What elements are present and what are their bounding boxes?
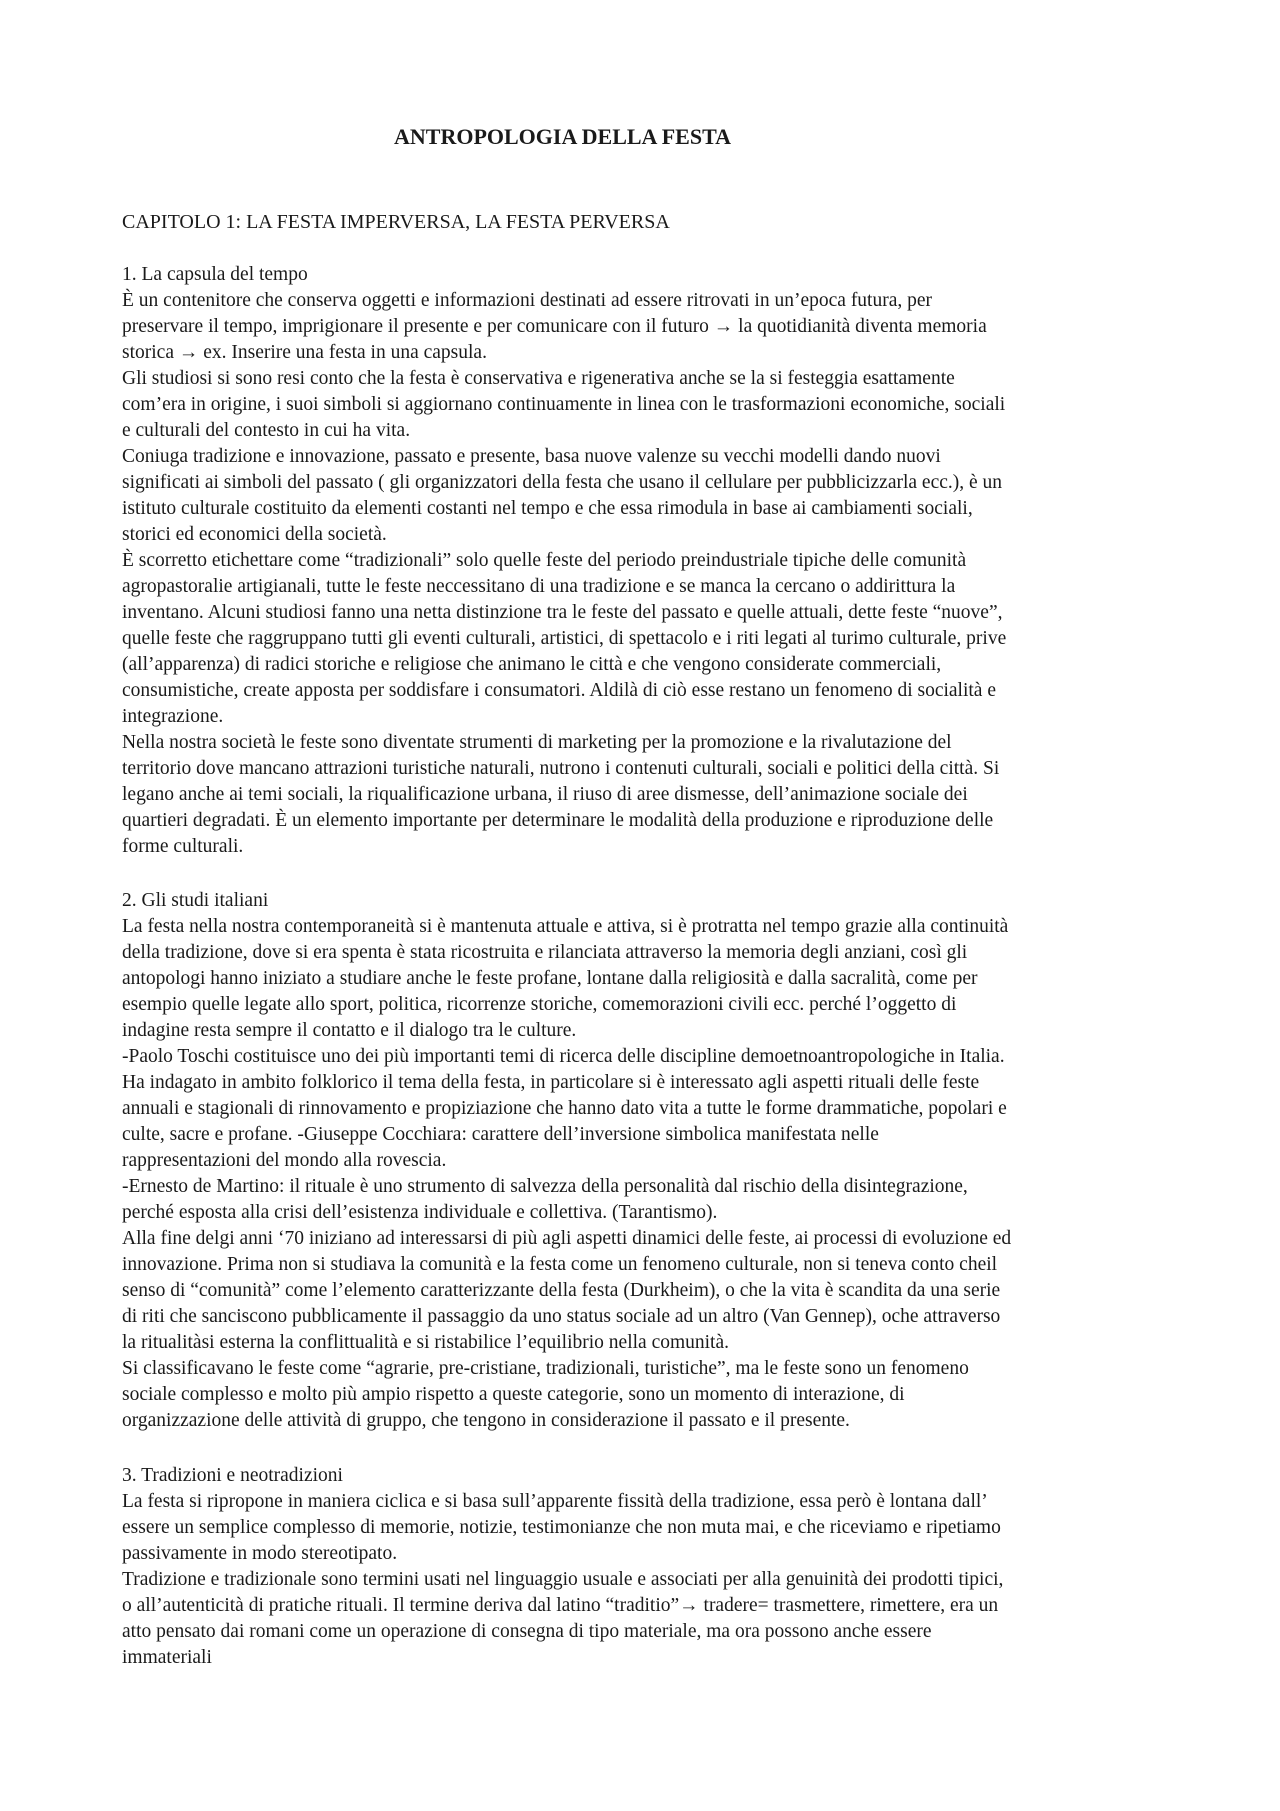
text-line: immateriali [122,1647,212,1668]
text-line: (all’apparenza) di radici storiche e religiose che animano le città e che vengono considerate commerciali, [122,654,942,675]
paragraph [122,914,1170,1044]
text-line: significati ai simboli del passato ( gli organizzatori della festa che usano il cellulare per pubblicizzarla ecc.), è un [122,472,1003,493]
text-line: e culturali del contesto in cui ha vita. [122,420,411,441]
text-line: legano anche ai temi sociali, la riqualificazione urbana, il riuso di aree dismesse, dell’animazione sociale dei [122,784,968,805]
paragraph [122,1489,1170,1567]
text-line: Nella nostra società le feste sono diventate strumenti di marketing per la promozione e la rivalutazione del [122,732,952,753]
section-capsula-del-tempo [122,262,1170,860]
text-line: passivamente in modo stereotipato. [122,1543,398,1564]
text-line: esempio quelle legate allo sport, politica, ricorrenze storiche, comemorazioni civili ecc. perché l’oggetto di [122,994,957,1015]
text-line: organizzazione delle attività di gruppo, che tengono in considerazione il passato e il presente. [122,1410,850,1431]
text-line: territorio dove mancano attrazioni turistiche naturali, nutrono i contenuti culturali, sociali e politici della città. Si [122,758,1000,779]
paragraph [122,288,1170,366]
text-line: La festa si ripropone in maniera ciclica e si basa sull’apparente fissità della tradizione, essa però è lontana dall’ [122,1491,988,1512]
text-line: la ritualitàsi esterna la conflittualità e si ristabilice l’equilibrio nella comunità. [122,1332,730,1353]
text-line: quelle feste che raggruppano tutti gli eventi culturali, artistici, di spettacolo e i riti legati al turimo culturale, prive [122,628,1007,649]
text-line: di riti che sanciscono pubblicamente il passaggio da uno status sociale ad un altro (Van Gennep), oche attraverso [122,1306,1001,1327]
text-line: senso di “comunità” come l’elemento caratterizzante della festa (Durkheim), o che la vita è scandita da una serie [122,1280,1001,1301]
section-studi-italiani [122,888,1170,1434]
text-line: perché esposta alla crisi dell’esistenza individuale e collettiva. (Tarantismo). [122,1202,718,1223]
text-line: culte, sacre e profane. -Giuseppe Cocchiara: carattere dell’inversione simbolica manifestata nelle [122,1124,879,1145]
text-line: La festa nella nostra contemporaneità si è mantenuta attuale e attiva, si è protratta nel tempo grazie alla continuità [122,916,1009,937]
text-line: consumistiche, create apposta per soddisfare i consumatori. Aldilà di ciò esse restano un fenomeno di socialità e [122,680,996,701]
paragraph [122,548,1170,730]
text-line: inventano. Alcuni studiosi fanno una netta distinzione tra le feste del passato e quelle attuali, dette feste “nuove”, [122,602,1003,623]
text-line: agropastoralie artigianali, tutte le feste neccessitano di una tradizione e se manca la cercano o addirittura la [122,576,956,597]
text-line: o all’autenticità di pratiche rituali. Il termine deriva dal latino “traditio”→ tradere= trasmettere, rimettere, era un [122,1595,999,1616]
text-line: Gli studiosi si sono resi conto che la festa è conservativa e rigenerativa anche se la si festeggia esattamente [122,368,955,389]
section-heading: 1. La capsula del tempo [122,264,308,285]
text-line: Tradizione e tradizionale sono termini usati nel linguaggio usuale e associati per alla genuinità dei prodotti tipici, [122,1569,1004,1590]
section-tradizioni-neotradizioni [122,1463,1170,1671]
text-line: indagine resta sempre il contatto e il dialogo tra le culture. [122,1020,577,1041]
text-line: rappresentazioni del mondo alla rovescia. [122,1150,447,1171]
text-line: com’era in origine, i suoi simboli si aggiornano continuamente in linea con le trasformazioni economiche, sociali [122,394,1006,415]
chapter-heading: CAPITOLO 1: LA FESTA IMPERVERSA, LA FESTA PERVERSA [122,211,670,233]
paragraph [122,1567,1170,1671]
document-title: ANTROPOLOGIA DELLA FESTA [394,124,731,149]
paragraph [122,730,1170,860]
text-line: antopologi hanno iniziato a studiare anche le feste profane, lontane dalla religiosità e dalla sacralità, come per [122,968,978,989]
text-line: -Paolo Toschi costituisce uno dei più importanti temi di ricerca delle discipline demoetnoantropologiche in Italia. [122,1046,1005,1067]
text-line: Ha indagato in ambito folklorico il tema della festa, in particolare si è interessato agli aspetti rituali delle feste [122,1072,980,1093]
paragraph [122,1226,1170,1356]
section-heading: 3. Tradizioni e neotradizioni [122,1465,343,1486]
text-line: storici ed economici della società. [122,524,387,545]
paragraph [122,1174,1170,1226]
paragraph [122,444,1170,548]
text-line: innovazione. Prima non si studiava la comunità e la festa come un fenomeno culturale, non si teneva conto cheil [122,1254,998,1275]
text-line: integrazione. [122,706,224,727]
text-line: atto pensato dai romani come un operazione di consegna di tipo materiale, ma ora possono anche essere [122,1621,932,1642]
text-line: preservare il tempo, imprigionare il presente e per comunicare con il futuro → la quotidianità diventa memoria [122,316,987,337]
text-line: storica → ex. Inserire una festa in una capsula. [122,342,487,363]
text-line: Alla fine delgi anni ‘70 iniziano ad interessarsi di più agli aspetti dinamici delle feste, ai processi di evoluzione ed [122,1228,1012,1249]
text-line: È un contenitore che conserva oggetti e informazioni destinati ad essere ritrovati in un’epoca futura, per [122,290,933,311]
text-line: -Ernesto de Martino: il rituale è uno strumento di salvezza della personalità dal rischio della disintegrazione, [122,1176,968,1197]
text-line: della tradizione, dove si era spenta è stata ricostruita e rilanciata attraverso la memoria degli anziani, così gli [122,942,968,963]
text-line: forme culturali. [122,836,244,857]
paragraph [122,1044,1170,1174]
text-line: È scorretto etichettare come “tradizionali” solo quelle feste del periodo preindustriale tipiche delle comunità [122,550,967,571]
paragraph [122,366,1170,444]
section-heading: 2. Gli studi italiani [122,890,269,911]
text-line: Coniuga tradizione e innovazione, passato e presente, basa nuove valenze su vecchi modelli dando nuovi [122,446,941,467]
text-line: istituto culturale costituito da elementi costanti nel tempo e che essa rimodula in base ai cambiamenti sociali, [122,498,973,519]
paragraph [122,1356,1170,1434]
text-line: quartieri degradati. È un elemento importante per determinare le modalità della produzione e riproduzione delle [122,810,994,831]
text-line: essere un semplice complesso di memorie, notizie, testimonianze che non muta mai, e che riceviamo e ripetiamo [122,1517,1001,1538]
text-line: sociale complesso e molto più ampio rispetto a queste categorie, sono un momento di interazione, di [122,1384,905,1405]
text-line: annuali e stagionali di rinnovamento e propiziazione che hanno dato vita a tutte le forme drammatiche, popolari e [122,1098,1007,1119]
text-line: Si classificavano le feste come “agrarie, pre-cristiane, tradizionali, turistiche”, ma le feste sono un fenomeno [122,1358,969,1379]
